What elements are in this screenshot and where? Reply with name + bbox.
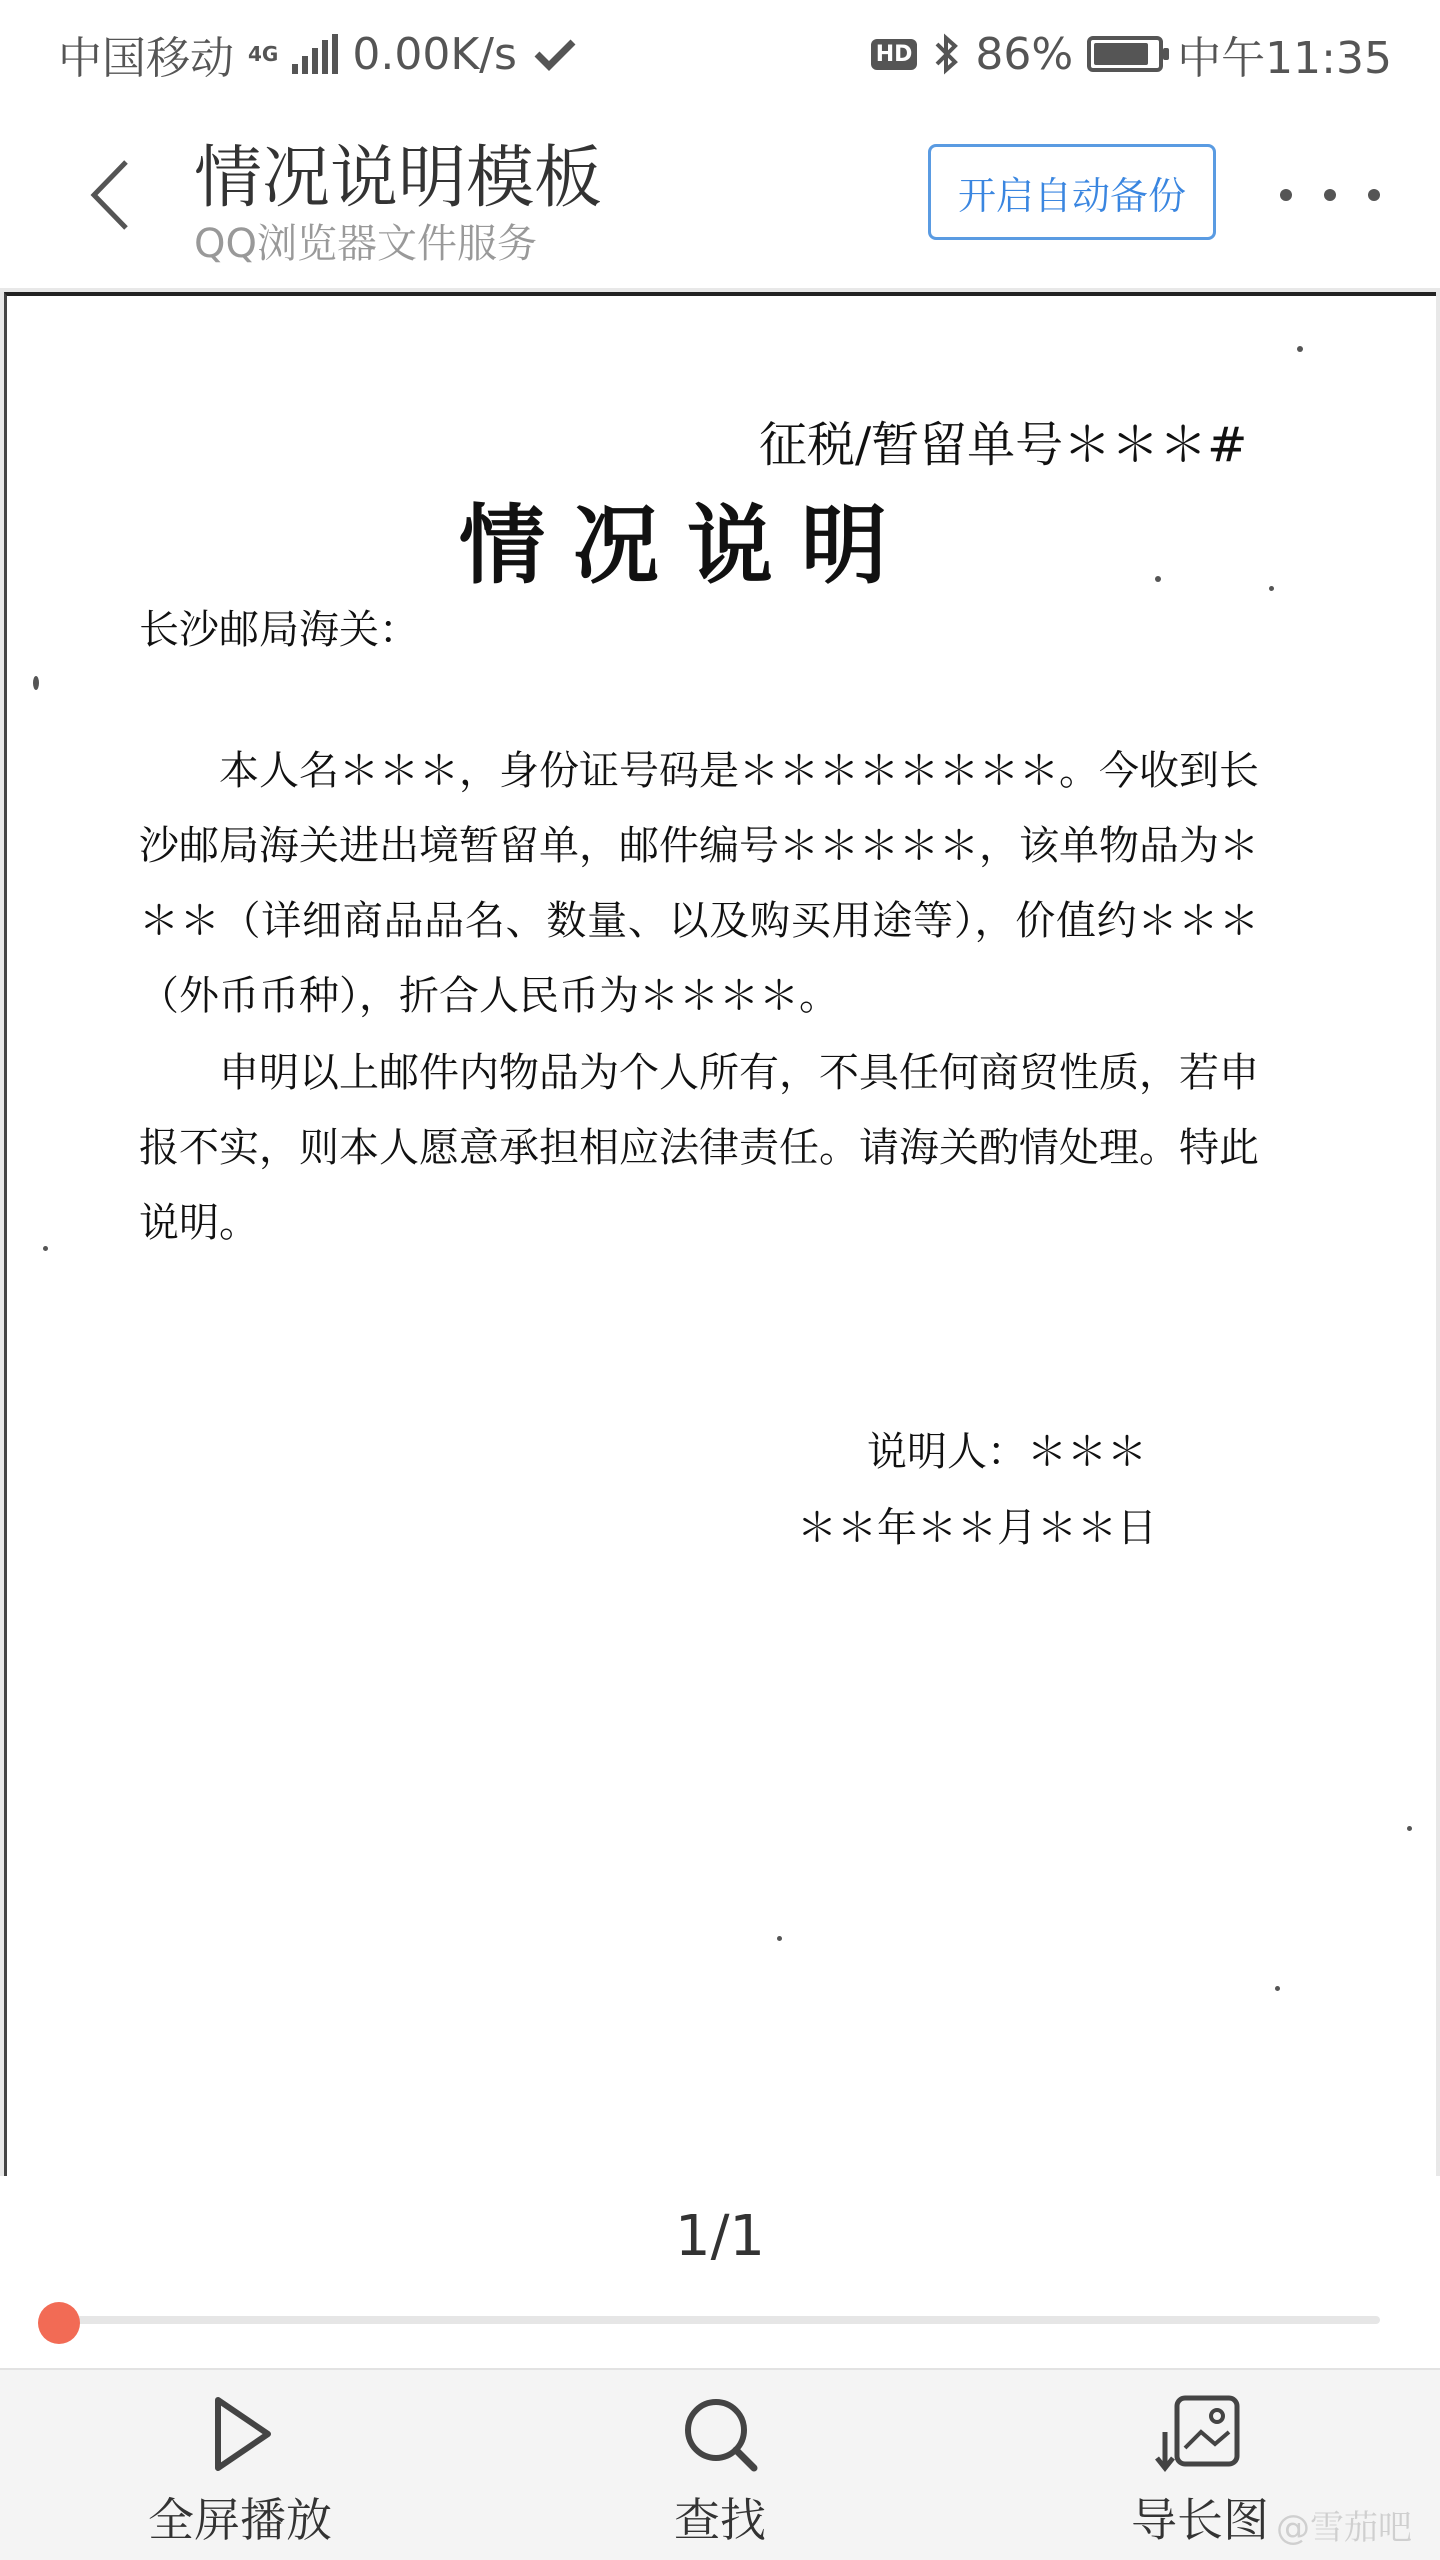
document-paragraph-2: 申明以上邮件内物品为个人所有，不具任何商贸性质，若申报不实，则本人愿意承担相应法律责任。请海关酌情处理。特此说明。 <box>139 1050 1259 1246</box>
document-viewer[interactable] <box>0 288 1440 2176</box>
app-header <box>0 100 1440 288</box>
more-menu-button[interactable] <box>1280 170 1380 220</box>
battery-icon <box>1087 36 1163 72</box>
page-progress-track[interactable] <box>60 2316 1380 2324</box>
page-subtitle: QQ浏览器文件服务 <box>194 221 537 267</box>
scan-speck <box>777 1936 782 1941</box>
signal-icon <box>292 34 338 74</box>
document-ref-number: 征税/暂留单号＊＊＊# <box>759 417 1248 473</box>
more-dot-icon <box>1280 189 1292 201</box>
page-indicator: 1/1 <box>674 2204 766 2269</box>
status-bar <box>0 0 1440 100</box>
check-icon <box>531 34 579 74</box>
watermark: @雪茄吧 <box>1276 2508 1412 2548</box>
fullscreen-play-label: 全屏播放 <box>148 2493 332 2547</box>
chevron-left-icon <box>82 150 142 240</box>
document-signer: 说明人：＊＊＊ <box>867 1429 1147 1475</box>
back-button[interactable] <box>82 150 142 240</box>
document-title: 情况说明 <box>459 495 915 596</box>
network-speed: 0.00K/s <box>352 28 517 80</box>
document-date: ＊＊年＊＊月＊＊日 <box>797 1505 1157 1551</box>
carrier-label: 中国移动 <box>58 33 234 84</box>
scan-speck <box>1275 1986 1280 1991</box>
page-controls <box>0 2176 1440 2368</box>
fullscreen-play-button[interactable] <box>80 2370 400 2560</box>
more-dot-icon <box>1368 189 1380 201</box>
document-page <box>4 292 1436 2176</box>
search-button[interactable] <box>560 2370 880 2560</box>
scan-speck <box>1155 576 1161 582</box>
more-dot-icon <box>1324 189 1336 201</box>
scan-speck <box>43 1246 48 1251</box>
search-label: 查找 <box>674 2493 766 2547</box>
long-image-icon <box>1155 2392 1245 2476</box>
scan-speck <box>1269 586 1274 591</box>
network-type: 4G <box>248 42 279 66</box>
auto-backup-button[interactable]: 开启自动备份 <box>928 144 1216 240</box>
scan-speck <box>33 676 39 690</box>
page-title: 情况说明模板 <box>194 139 603 218</box>
battery-percent: 86% <box>975 28 1074 80</box>
scan-speck <box>1407 1826 1412 1831</box>
scan-speck <box>1297 346 1303 352</box>
search-icon <box>678 2392 762 2476</box>
document-paragraph-1: 本人名＊＊＊，身份证号码是＊＊＊＊＊＊＊＊。今收到长沙邮局海关进出境暂留单，邮件编号＊＊＊＊＊，该单物品为＊＊＊（详细商品品名、数量、以及购买用途等），价值约＊＊＊（外币币种），折合人民币为＊＊＊＊。 <box>139 748 1259 1019</box>
bluetooth-icon <box>931 32 961 76</box>
clock: 中午11:35 <box>1177 33 1392 84</box>
play-icon <box>200 2392 280 2476</box>
document-addressee: 长沙邮局海关： <box>139 607 419 653</box>
hd-badge: HD <box>871 39 918 70</box>
bottom-toolbar <box>0 2368 1440 2560</box>
page-progress-handle[interactable] <box>38 2302 80 2344</box>
long-image-label: 导长图 <box>1131 2493 1269 2547</box>
